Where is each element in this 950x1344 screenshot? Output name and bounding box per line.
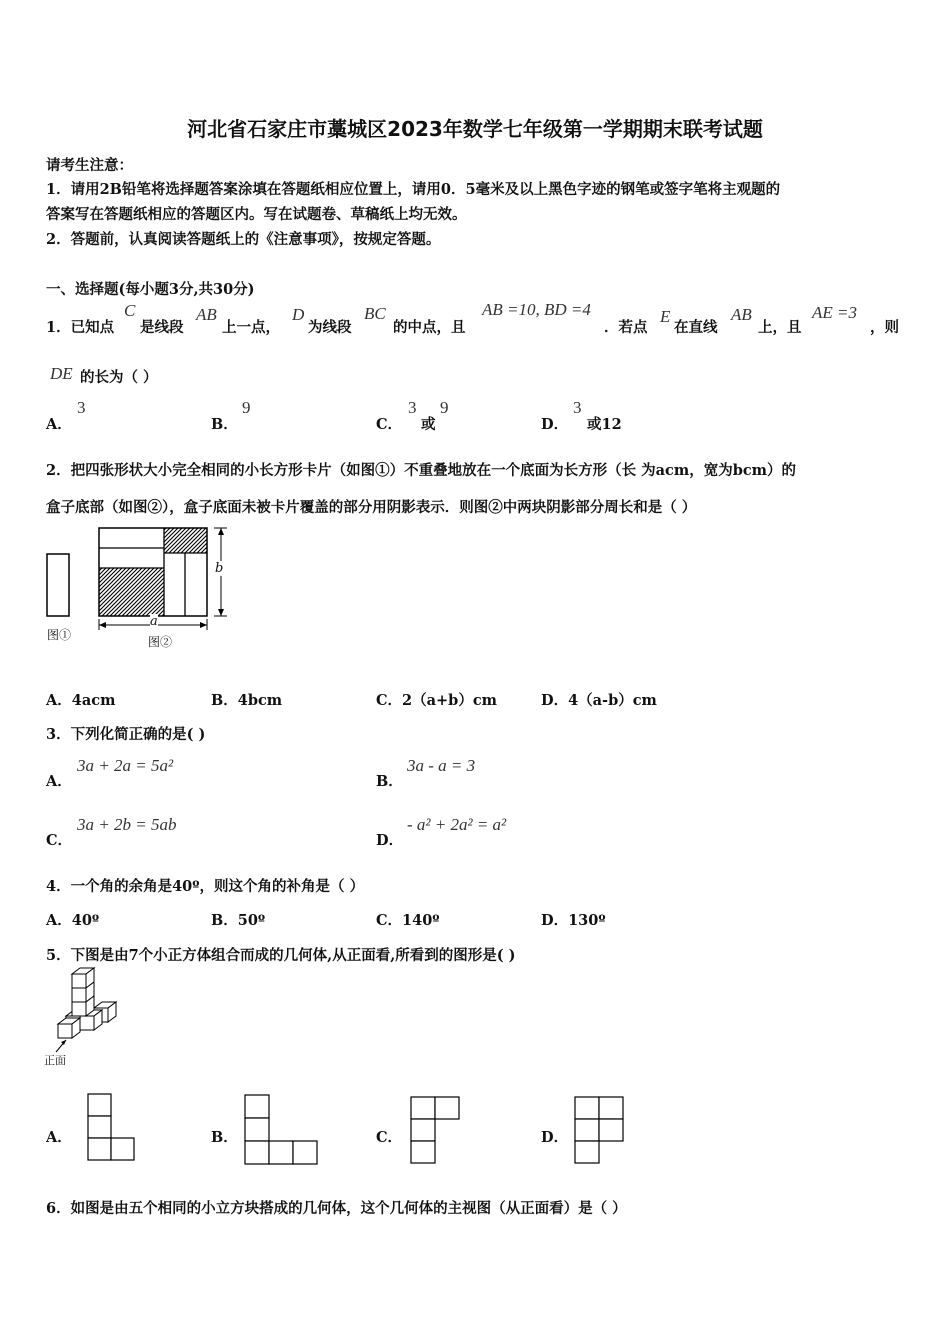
- dimension-a-label: a: [150, 614, 158, 629]
- q4-stem: 4．一个角的余角是40º，则这个角的补角是（ ）: [46, 878, 365, 895]
- notice-line-2: 2．答题前，认真阅读答题纸上的《注意事项》，按规定答题。: [46, 231, 441, 248]
- page-title: 河北省石家庄市藁城区2023年数学七年级第一学期期末联考试题: [187, 117, 763, 141]
- dimension-b-label: b: [215, 561, 224, 576]
- q1-math: AB =10, BD =4: [482, 300, 591, 319]
- q3-option-d-label: D．: [376, 832, 404, 849]
- q4-option-c: C．140º: [376, 912, 440, 929]
- q3-option-b-label: B．: [376, 773, 403, 790]
- q2-figure: [44, 522, 244, 657]
- q3-option-b-expr: 3a - a = 3: [407, 756, 476, 775]
- q1-math: AB: [196, 305, 217, 324]
- q1-option-a-value: 3: [77, 398, 86, 417]
- q1-option-d-value: 3: [573, 398, 582, 417]
- q5-option-d-label: D．: [541, 1129, 569, 1146]
- q1-option-c-or: 或: [421, 416, 436, 433]
- q1-option-d-label: D．: [541, 416, 569, 433]
- q1-option-c-value: 3: [408, 398, 417, 417]
- q1-text: 上，且: [758, 319, 802, 336]
- q4-option-d: D．130º: [541, 912, 606, 929]
- front-view-label: 正面: [44, 1054, 66, 1067]
- q2-stem-line-1: 2．把四张形状大小完全相同的小长方形卡片（如图①）不重叠地放在一个底面为长方形（长 为acm，宽为bcm）的: [46, 462, 797, 479]
- q3-option-a-expr: 3a + 2a = 5a²: [77, 756, 174, 775]
- section-heading: 一、选择题(每小题3分,共30分): [46, 281, 255, 298]
- q5-option-d-shape: [574, 1096, 626, 1168]
- q1-math: D: [292, 305, 305, 324]
- q1-text: ，则: [870, 319, 899, 336]
- q1-option-a-label: A．: [46, 416, 72, 433]
- q3-option-c-expr: 3a + 2b = 5ab: [77, 815, 177, 834]
- q1-text: 上一点，: [222, 319, 280, 336]
- q1-math: BC: [364, 304, 386, 323]
- q5-option-a-shape: [87, 1093, 137, 1163]
- figure-1-label: 图①: [47, 628, 72, 642]
- q5-cube-figure: [44, 972, 124, 1062]
- q1-text: 的长为（ ）: [80, 369, 158, 386]
- notice-line-1a: 1．请用2B铅笔将选择题答案涂填在答题纸相应位置上，请用0．5毫米及以上黑色字迹的钢笔或签字笔将主观题的: [46, 181, 781, 198]
- q1-text: 为线段: [308, 319, 352, 336]
- q1-math: AE =3: [812, 303, 857, 322]
- q2-option-b: B．4bcm: [211, 692, 283, 709]
- figure-1-card: [47, 554, 69, 616]
- q3-option-c-label: C．: [46, 832, 73, 849]
- notice-line-1b: 答案写在答题纸相应的答题区内。写在试题卷、草稿纸上均无效。: [46, 206, 467, 223]
- q3-option-d-expr: - a² + 2a² = a²: [407, 815, 507, 834]
- q2-option-c: C．2（a+b）cm: [376, 692, 497, 709]
- q5-option-c-shape: [410, 1096, 462, 1168]
- q2-option-a: A．4acm: [46, 692, 116, 709]
- q5-stem: 5．下图是由7个小正方体组合而成的几何体,从正面看,所看到的图形是( ): [46, 947, 516, 964]
- q1-math: AB: [731, 305, 752, 324]
- q3-stem: 3．下列化简正确的是( ): [46, 726, 206, 743]
- q1-option-c-value2: 9: [440, 398, 449, 417]
- shaded-region-top: [164, 528, 207, 553]
- shaded-region-left: [99, 568, 164, 616]
- q4-option-a: A．40º: [46, 912, 100, 929]
- q1-option-b-label: B．: [211, 416, 238, 433]
- q5-option-a-label: A．: [46, 1129, 72, 1146]
- q1-math: DE: [50, 364, 73, 383]
- q1-option-b-value: 9: [242, 398, 251, 417]
- q1-text: 在直线: [674, 319, 718, 336]
- q4-option-b: B．50º: [211, 912, 266, 929]
- q6-stem: 6．如图是由五个相同的小立方块搭成的几何体，这个几何体的主视图（从正面看）是（ ）: [46, 1200, 627, 1217]
- q5-option-b-shape: [244, 1094, 320, 1166]
- q1-text: ．若点: [604, 319, 648, 336]
- q1-option-c-label: C．: [376, 416, 403, 433]
- q1-option-d-or: 或12: [587, 416, 622, 433]
- q1-math: E: [660, 307, 671, 326]
- q5-option-b-label: B．: [211, 1129, 238, 1146]
- q2-stem-line-2: 盒子底部（如图②），盒子底面未被卡片覆盖的部分用阴影表示．则图②中两块阴影部分周长和是（ ）: [46, 499, 697, 516]
- q5-option-c-label: C．: [376, 1129, 403, 1146]
- figure-2-label: 图②: [148, 635, 173, 649]
- q3-option-a-label: A．: [46, 773, 72, 790]
- q1-text: 是线段: [140, 319, 184, 336]
- q1-math: C: [124, 301, 136, 320]
- notice-heading: 请考生注意：: [46, 157, 133, 174]
- q2-option-d: D．4（a-b）cm: [541, 692, 657, 709]
- q1-text: 的中点，且: [393, 319, 466, 336]
- q1-text: 1．已知点: [46, 319, 115, 336]
